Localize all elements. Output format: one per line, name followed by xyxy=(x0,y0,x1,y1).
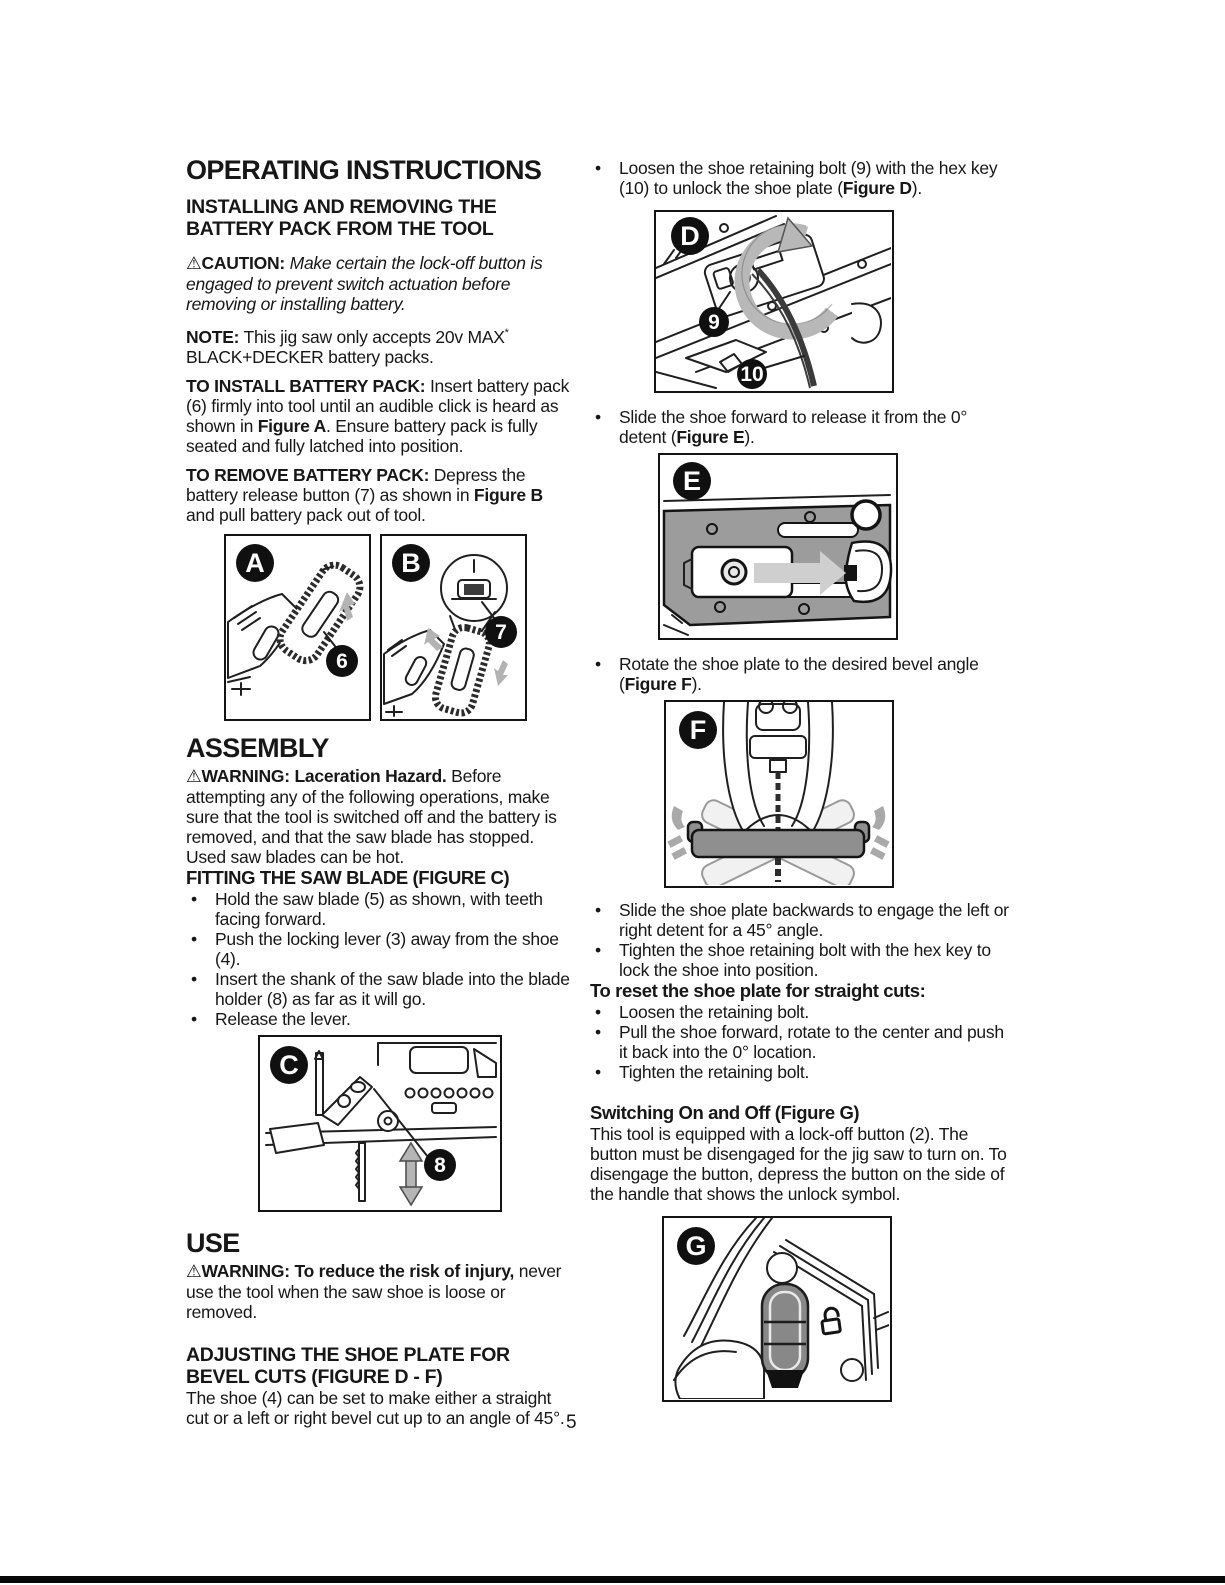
list-item-text: Loosen the retaining bolt. xyxy=(619,1002,810,1022)
figure-d-badge-label: D xyxy=(680,221,700,251)
warning-triangle-icon: ⚠ xyxy=(186,254,202,274)
tilt-arrows-right-icon xyxy=(870,806,890,860)
figure-g xyxy=(662,1216,892,1402)
bullet-marker: • xyxy=(595,654,601,674)
list-item xyxy=(186,969,574,1009)
figure-b xyxy=(380,534,527,721)
bullet-marker: • xyxy=(595,1002,601,1022)
list-item xyxy=(590,158,1014,198)
list-item-text: Pull the shoe forward, rotate to the center and push it back into the 0° location. xyxy=(619,1022,1004,1062)
remove-text-2: and pull battery pack out of tool. xyxy=(186,504,426,525)
reset-list xyxy=(590,1002,1014,1082)
note-label: NOTE: xyxy=(186,326,240,347)
left-column xyxy=(186,155,574,1437)
page-title: OPERATING INSTRUCTIONS xyxy=(186,155,542,185)
up-down-arrow-icon xyxy=(400,1143,422,1205)
switching-paragraph: This tool is equipped with a lock-off button (2). The button must be disengaged for the jig saw to turn on. To disengage the button, depress the button on the side of the handle that shows the unlock symbol. xyxy=(590,1124,1007,1204)
list-item-text xyxy=(619,654,1014,694)
figure-g-badge-label: G xyxy=(685,1231,707,1261)
note-text-2: BLACK+DECKER battery packs. xyxy=(186,346,434,367)
figure-d-reference: Figure D xyxy=(842,178,912,198)
use-warning-text: never use the tool when the saw shoe is loose or removed. xyxy=(186,1260,562,1322)
list-item-text: Slide the shoe plate backwards to engage the left or right detent for a 45° angle. xyxy=(619,900,1009,940)
callout-7-label: 7 xyxy=(495,620,507,644)
assembly-heading: ASSEMBLY xyxy=(186,732,329,763)
adjusting-paragraph: The shoe (4) can be set to make either a straight cut or a left or right bevel cut up to an angle of 45°. xyxy=(186,1387,565,1428)
use-heading: USE xyxy=(186,1227,240,1258)
list-item-text: Insert the shank of the saw blade into the blade holder (8) as far as it will go. xyxy=(215,968,570,1009)
list-item-text: Tighten the retaining bolt. xyxy=(619,1062,810,1082)
install-battery-paragraph xyxy=(186,376,574,456)
list-item xyxy=(590,407,1014,447)
figure-b-badge-label: B xyxy=(401,547,421,578)
reset-shoe-heading: To reset the shoe plate for straight cuts: xyxy=(590,980,926,1001)
callout-8-label: 8 xyxy=(434,1153,446,1177)
fitting-blade-heading: FITTING THE SAW BLADE (FIGURE C) xyxy=(186,866,510,888)
caution-label: CAUTION: xyxy=(201,253,285,273)
note-text: This jig saw only accepts 20v MAX xyxy=(239,326,505,347)
figure-b-reference: Figure B xyxy=(473,484,543,505)
figure-f-badge-label: F xyxy=(689,715,707,745)
fitting-blade-list xyxy=(186,889,574,1029)
bullet-marker: • xyxy=(191,968,197,989)
assembly-warning-paragraph xyxy=(186,766,574,867)
caution-paragraph xyxy=(186,253,574,314)
install-text: Insert battery pack (6) firmly into tool until an audible click is heard as shown in xyxy=(186,375,570,436)
figure-f-illustration xyxy=(666,702,891,885)
battery-section-heading: INSTALLING AND REMOVING THE BATTERY PACK FROM THE TOOL xyxy=(186,196,497,240)
page-number: 5 xyxy=(566,1412,577,1433)
figure-a xyxy=(224,534,371,721)
figure-e xyxy=(658,453,898,640)
callout-10-label: 10 xyxy=(740,363,764,386)
list-item-text: Release the lever. xyxy=(215,1008,351,1029)
figure-a-illustration xyxy=(226,536,368,718)
figure-f xyxy=(664,700,894,888)
list-item-text xyxy=(619,158,1014,198)
list-item-text: Hold the saw blade (5) as shown, with teeth facing forward. xyxy=(215,888,543,929)
install-label: TO INSTALL BATTERY PACK: xyxy=(186,375,426,396)
bottom-border-line xyxy=(0,1576,1225,1583)
figure-c-illustration xyxy=(260,1037,499,1209)
list-item xyxy=(186,889,574,929)
list-item xyxy=(590,900,1014,940)
remove-text: Depress the battery release button (7) as shown in xyxy=(186,464,526,505)
tilt-arrows-left-icon xyxy=(667,806,687,860)
bullet-marker: • xyxy=(595,900,601,920)
list-item-text: Push the locking lever (3) away from the shoe (4). xyxy=(215,928,559,969)
figure-d xyxy=(654,210,894,393)
callout-6-label: 6 xyxy=(336,649,348,673)
figure-f-reference: Figure F xyxy=(624,674,692,694)
note-paragraph xyxy=(186,323,574,367)
bullet-marker: • xyxy=(191,1008,197,1029)
bullet-marker: • xyxy=(595,1022,601,1042)
figure-g-illustration xyxy=(664,1218,889,1399)
figure-c-badge-label: C xyxy=(279,1049,299,1080)
bullet-marker: • xyxy=(191,928,197,949)
callout-9-label: 9 xyxy=(708,311,720,334)
use-warning-paragraph xyxy=(186,1261,574,1322)
figure-c xyxy=(258,1035,502,1212)
switching-heading: Switching On and Off (Figure G) xyxy=(590,1102,860,1123)
figure-d-illustration xyxy=(656,212,891,390)
bullet-marker: • xyxy=(191,888,197,909)
bevel-list xyxy=(590,900,1014,980)
warning-triangle-icon: ⚠ xyxy=(186,766,202,787)
bullet-marker: • xyxy=(595,940,601,960)
list-item xyxy=(186,929,574,969)
bullet-f-text-2: ). xyxy=(691,674,702,694)
adjusting-heading: ADJUSTING THE SHOE PLATE FOR BEVEL CUTS (FIGURE D - F) xyxy=(186,1343,510,1388)
right-column xyxy=(590,158,1014,1402)
list-item xyxy=(590,1062,1014,1082)
figure-e-reference: Figure E xyxy=(676,427,745,447)
caution-text: Make certain the lock-off button is engaged to prevent switch actuation before removing or installing battery. xyxy=(186,253,543,314)
asterisk-superscript: * xyxy=(504,327,509,339)
bullet-f-text: Rotate the shoe plate to the desired bevel angle ( xyxy=(619,654,979,694)
warning-triangle-icon: ⚠ xyxy=(186,1261,202,1282)
remove-label: TO REMOVE BATTERY PACK: xyxy=(186,464,430,485)
bullet-e-text: Slide the shoe forward to release it from the 0° detent ( xyxy=(619,407,968,447)
list-item-text: Tighten the shoe retaining bolt with the hex key to lock the shoe into position. xyxy=(619,940,991,980)
unlock-icon xyxy=(820,1307,840,1334)
remove-battery-paragraph xyxy=(186,465,574,525)
assembly-warning-label: WARNING: Laceration Hazard. xyxy=(201,765,447,786)
assembly-warning-text: Before attempting any of the following operations, make sure that the tool is switched off and the battery is removed, and that the saw blade has stopped. Used saw blades can be hot. xyxy=(186,765,557,867)
bullet-e-text-2: ). xyxy=(744,427,755,447)
list-item-text xyxy=(619,407,1014,447)
list-item xyxy=(590,940,1014,980)
figure-a-reference: Figure A xyxy=(257,415,327,436)
list-item xyxy=(590,1002,1014,1022)
bullet-marker: • xyxy=(595,158,601,178)
install-text-2: . Ensure battery pack is fully seated and fully latched into position. xyxy=(186,415,538,456)
bullet-marker: • xyxy=(595,407,601,427)
figure-b-illustration xyxy=(382,536,524,718)
figure-a-badge-label: A xyxy=(245,547,265,578)
figure-e-badge-label: E xyxy=(682,466,702,496)
use-warning-label: WARNING: To reduce the risk of injury, xyxy=(201,1260,515,1281)
list-item xyxy=(590,1022,1014,1062)
figure-e-illustration xyxy=(660,455,895,637)
bullet-d-text: Loosen the shoe retaining bolt (9) with the hex key (10) to unlock the shoe plate ( xyxy=(619,158,998,198)
bullet-d-text-2: ). xyxy=(911,178,922,198)
bullet-marker: • xyxy=(595,1062,601,1082)
list-item xyxy=(186,1009,574,1029)
figures-a-b-row xyxy=(224,534,574,721)
list-item xyxy=(590,654,1014,694)
